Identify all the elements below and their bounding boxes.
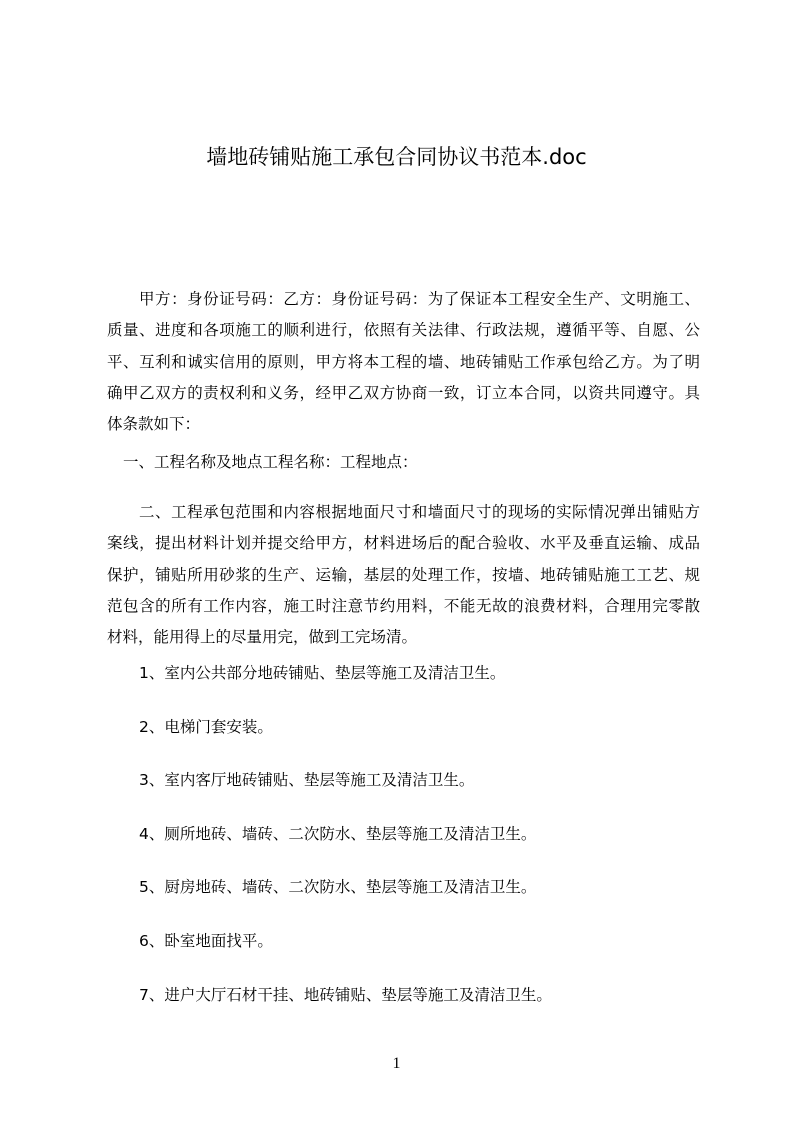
paragraph-line: 二、工程承包范围和内容根据地面尺寸和墙面尺寸的现场的实际情况弹出铺贴方	[139, 503, 700, 521]
page-number: 1	[392, 1055, 401, 1072]
paragraph-line: 质量、进度和各项施工的顺利进行，依照有关法律、行政法规，遵循平等、自愿、公	[107, 321, 700, 340]
paragraph-line: 材料，能用得上的尽量用完，做到工完场清。	[107, 628, 418, 647]
paragraph-line: 甲方：身份证号码：乙方：身份证号码：为了保证本工程安全生产、文明施工、	[139, 290, 700, 308]
paragraph-line: 范包含的所有工作内容，施工时注意节约用料，不能无故的浪费材料，合理用完零散	[107, 596, 700, 615]
list-item: 5、厨房地砖、墙砖、二次防水、垫层等施工及清洁卫生。	[139, 878, 537, 896]
list-item: 7、进户大厅石材干挂、地砖铺贴、垫层等施工及清洁卫生。	[139, 986, 552, 1004]
scope-paragraph	[107, 497, 700, 653]
paragraph-line: 保护，铺贴所用砂浆的生产、运输，基层的处理工作，按墙、地砖铺贴施工工艺、规	[107, 565, 700, 584]
paragraph-line: 确甲乙双方的责权利和义务，经甲乙双方协商一致，订立本合同，以资共同遵守。具	[107, 383, 700, 402]
section-1-heading: 一、工程名称及地点工程名称：工程地点：	[123, 453, 418, 471]
list-item: 1、室内公共部分地砖铺贴、垫层等施工及清洁卫生。	[139, 664, 506, 682]
paragraph-line: 案线，提出材料计划并提交给甲方，材料进场后的配合验收、水平及垂直运输、成品	[107, 534, 700, 553]
intro-paragraph	[107, 284, 700, 440]
list-item: 3、室内客厅地砖铺贴、垫层等施工及清洁卫生。	[139, 771, 475, 789]
paragraph-line: 体条款如下：	[107, 415, 201, 434]
document-title: 墙地砖铺贴施工承包合同协议书范本.doc	[206, 145, 587, 169]
list-item: 2、电梯门套安装。	[139, 718, 273, 736]
list-item: 6、卧室地面找平。	[139, 932, 273, 950]
paragraph-line: 平、互利和诚实信用的原则，甲方将本工程的墙、地砖铺贴工作承包给乙方。为了明	[107, 352, 700, 371]
list-item: 4、厕所地砖、墙砖、二次防水、垫层等施工及清洁卫生。	[139, 825, 537, 843]
